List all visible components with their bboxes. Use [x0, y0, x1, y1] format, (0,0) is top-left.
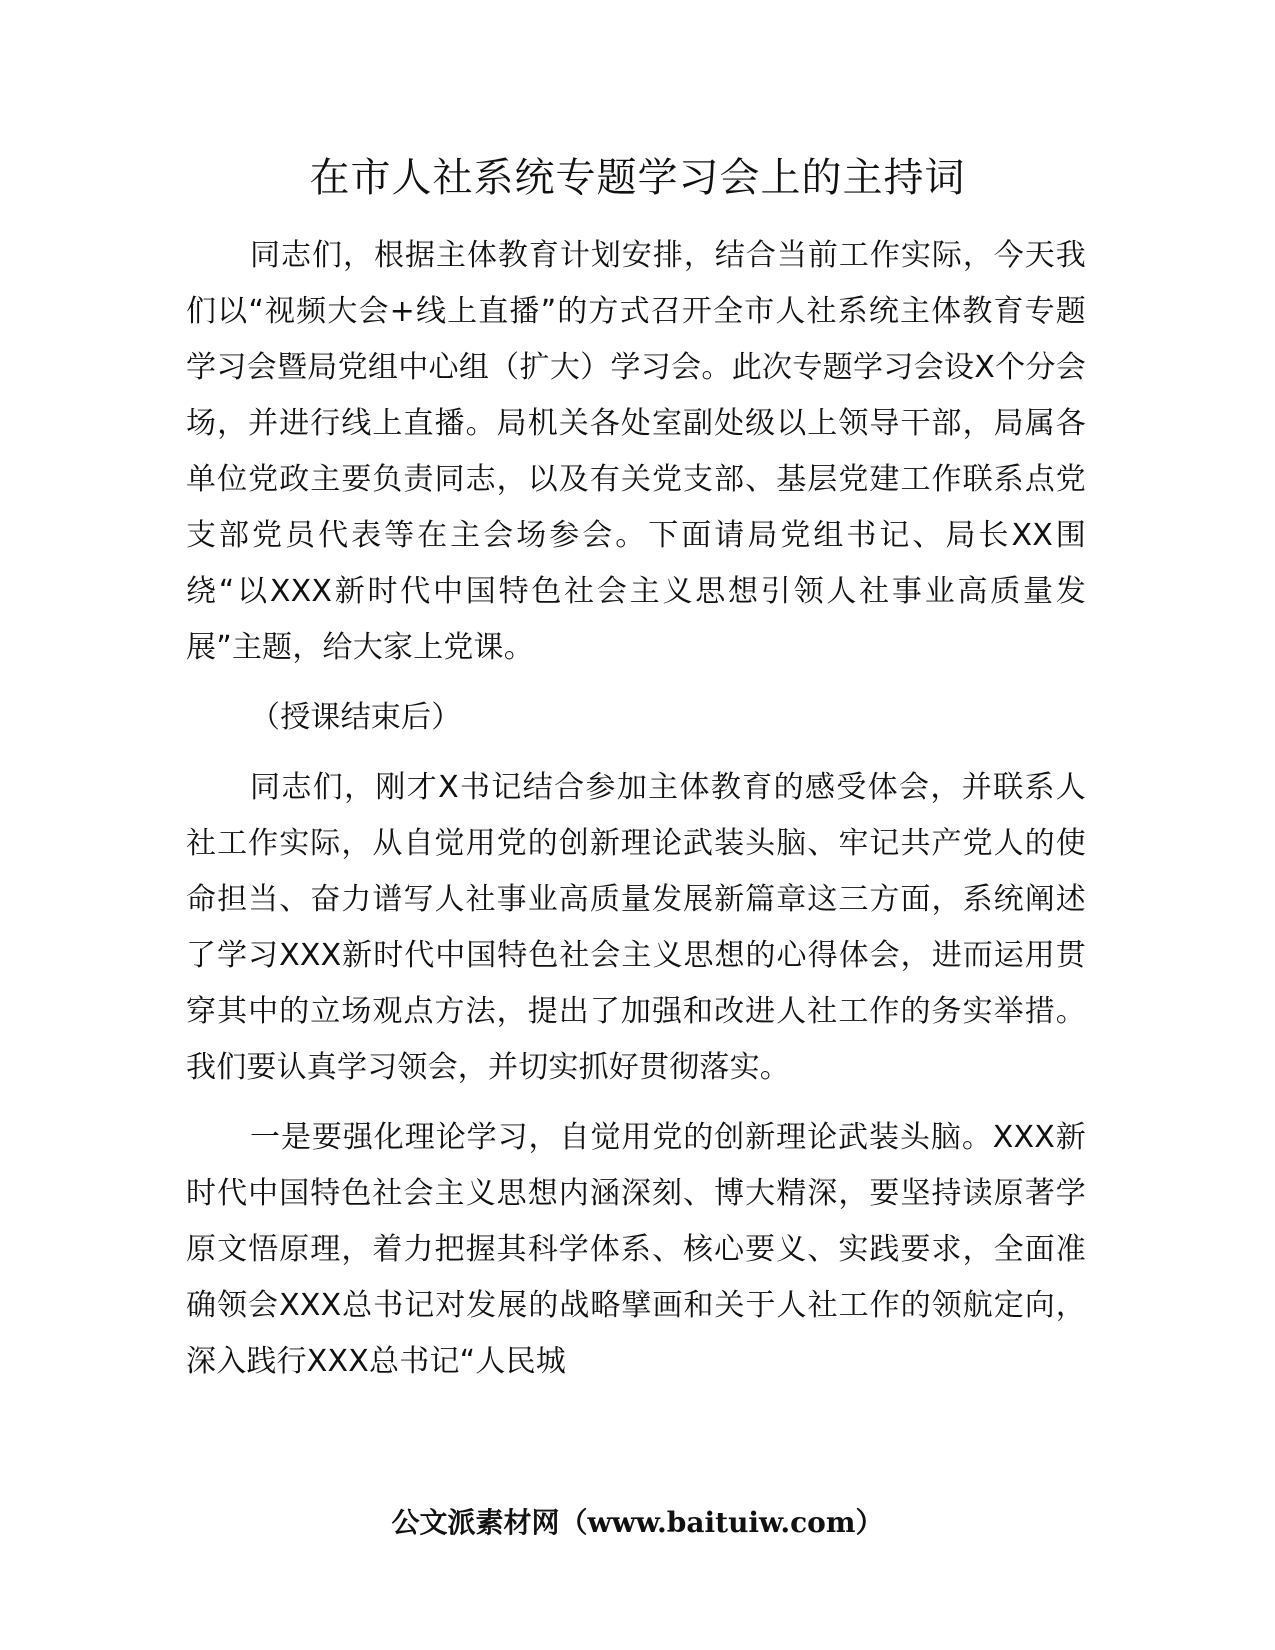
paragraph-summary: 同志们，刚才X书记结合参加主体教育的感受体会，并联系人社工作实际，从自觉用党的创新理论武装头脑、牢记共产党人的使命担当、奋力谱写人社事业高质量发展新篇章这三方面，系统阐述了学习XXX新时代中国特色社会主义思想的心得体会，进而运用贯穿其中的立场观点方法，提出了加强和改进人社工作的务实举措。我们要认真学习领会，并切实抓好贯彻落实。: [186, 770, 1086, 1085]
document-title: 在市人社系统专题学习会上的主持词: [309, 155, 966, 201]
paragraph-stage-note: （授课结束后）: [250, 700, 462, 735]
paragraph-opening: 同志们，根据主体教育计划安排，结合当前工作实际，今天我们以“视频大会+线上直播”的方式召开全市人社系统主体教育专题学习会暨局党组中心组（扩大）学习会。此次专题学习会设X个分会场，并进行线上直播。局机关各处室副处级以上领导干部，局属各单位党政主要负责同志，以及有关党支部、基层党建工作联系点党支部党员代表等在主会场参会。下面请局党组书记、局长XX围绕“以XXX新时代中国特色社会主义思想引领人社事业高质量发展”主题，给大家上党课。: [186, 238, 1086, 665]
document-body: [186, 228, 1086, 1404]
paragraph-point-one: 一是要强化理论学习，自觉用党的创新理论武装头脑。XXX新时代中国特色社会主义思想内涵深刻、博大精深，要坚持读原著学原文悟原理，着力把握其科学体系、核心要义、实践要求，全面准确领会XXX总书记对发展的战略擘画和关于人社工作的领航定向，深入践行XXX总书记“人民城: [186, 1120, 1086, 1379]
footer-watermark: 公文派素材网（www.baituiw.com）: [391, 1506, 884, 1539]
